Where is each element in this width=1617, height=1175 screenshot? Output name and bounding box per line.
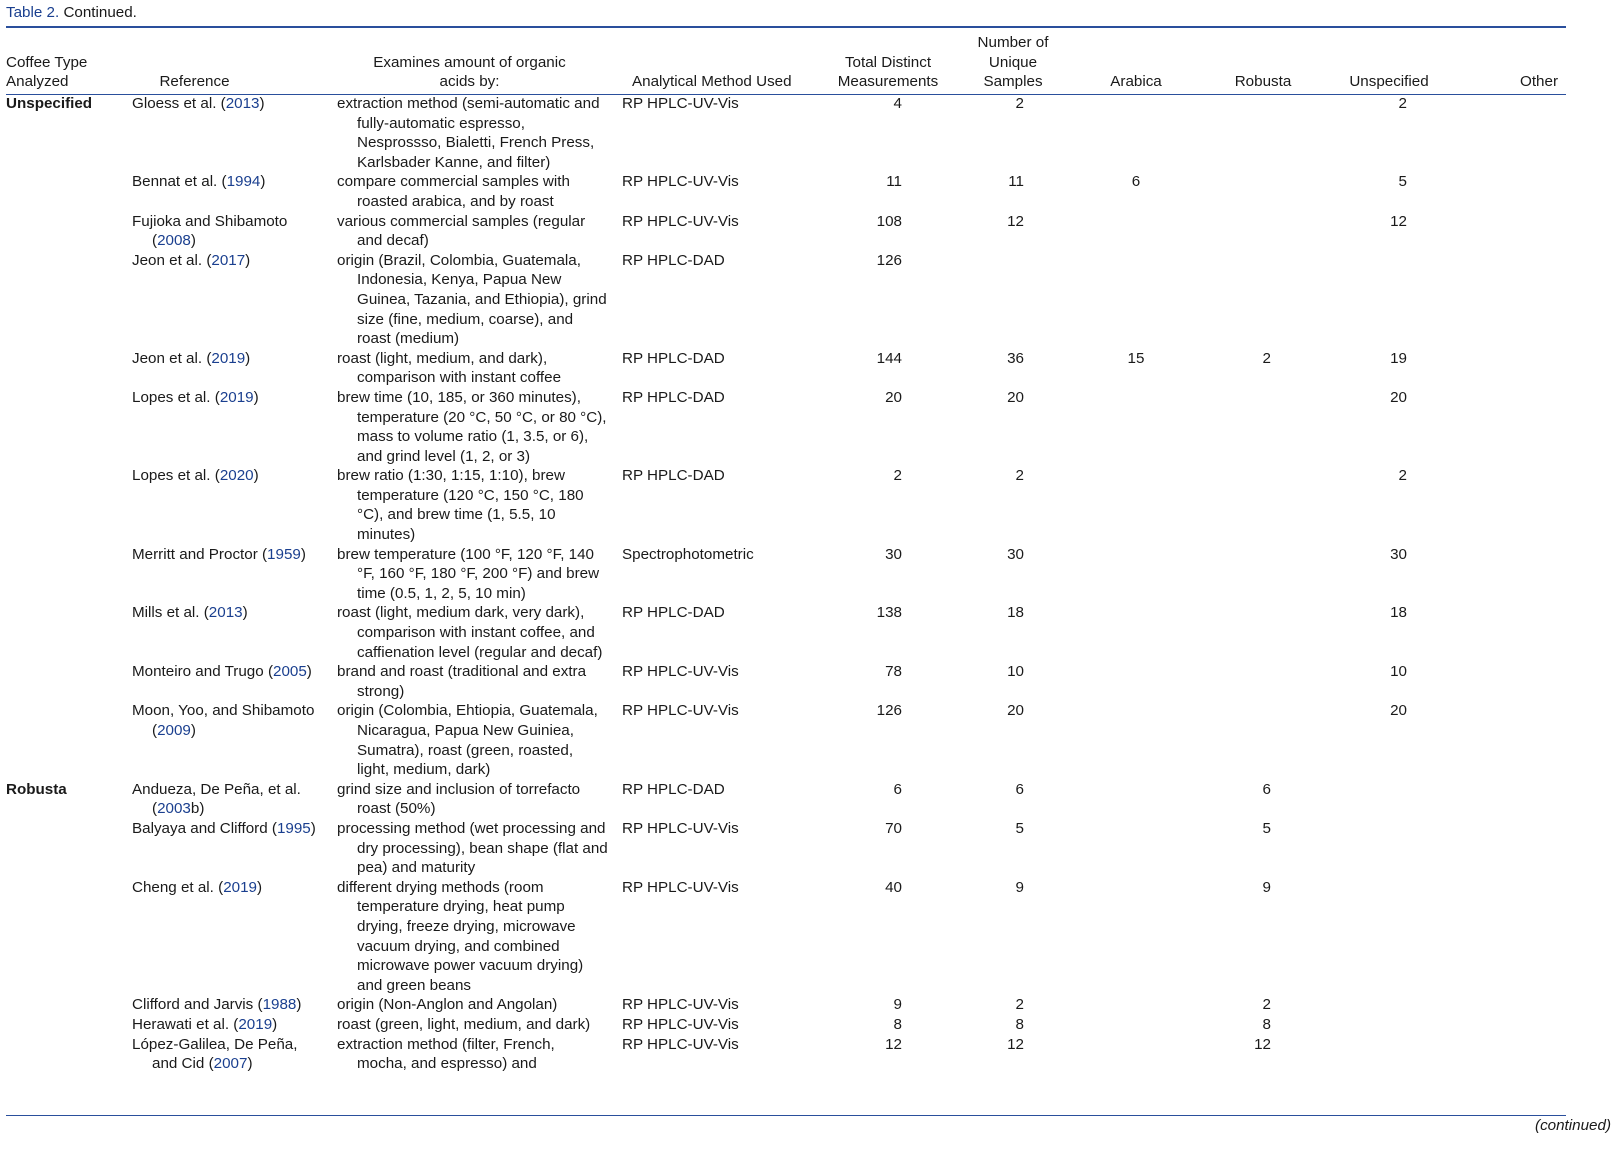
cell-arabica (1072, 545, 1200, 604)
table-row (6, 701, 1566, 779)
cell-unspecified (1326, 995, 1452, 1015)
cell-other (1452, 388, 1566, 466)
reference-authors: Monteiro and Trugo (132, 663, 264, 681)
reference-authors: Andueza, De Peña, et al. (132, 780, 301, 798)
table-row (6, 212, 1566, 251)
reference-year-link[interactable]: 2005 (273, 663, 307, 681)
cell-robusta: 12 (1254, 1035, 1271, 1053)
cell-unique: 2 (1015, 95, 1024, 112)
header-unspecified: Unspecified (1349, 73, 1429, 91)
cell-coffee-type (6, 662, 132, 701)
cell-unique: 12 (1007, 212, 1024, 230)
cell-examines: origin (Non-Anglon and Angolan) (337, 996, 558, 1014)
table-row (6, 251, 1566, 349)
cell-examines: various commercial samples (regular and decaf) (337, 212, 586, 250)
caption-text: Continued. (63, 4, 137, 21)
cell-total: 4 (893, 95, 902, 112)
cell-coffee-type (6, 388, 132, 466)
reference-authors: Fujioka and Shibamoto (132, 212, 288, 230)
cell-total: 40 (885, 878, 902, 896)
cell-reference: López-Galilea, De Peña, and Cid (2007) (132, 1035, 298, 1073)
cell-total: 30 (885, 545, 902, 563)
cell-unspecified: 20 (1390, 388, 1407, 406)
cell-unspecified: 30 (1390, 545, 1407, 563)
reference-authors: Jeon et al. (132, 251, 203, 269)
reference-year-link[interactable]: 2009 (157, 722, 191, 739)
reference-authors: Merritt and Proctor (132, 545, 258, 563)
cell-reference: Merritt and Proctor (1959) (132, 545, 306, 563)
cell-reference: Herawati et al. (2019) (132, 1015, 278, 1033)
cell-other (1452, 349, 1566, 388)
cell-robusta (1200, 251, 1326, 349)
caption-label: Table 2. (6, 4, 60, 21)
table-row (6, 1015, 1566, 1035)
cell-total: 126 (876, 702, 902, 720)
header-unique: Number of Unique Samples (977, 34, 1049, 91)
cell-examines: compare commercial samples with roasted arabica, and by roast (337, 173, 570, 210)
cell-examines: brew temperature (100 °F, 120 °F, 140 °F, 160 °F, 180 °F, 200 °F) and brew time (0.5, 1, 2, 5, 10 min) (337, 545, 600, 602)
cell-coffee-type (6, 545, 132, 604)
cell-method: RP HPLC-UV-Vis (622, 173, 739, 191)
cell-robusta: 8 (1262, 1015, 1271, 1033)
table-row (6, 172, 1566, 211)
table-body (6, 94, 1566, 1074)
reference-year-link[interactable]: 2017 (211, 251, 246, 269)
cell-arabica (1072, 995, 1200, 1015)
cell-method: RP HPLC-UV-Vis (622, 663, 739, 681)
cell-method: RP HPLC-UV-Vis (622, 212, 739, 230)
table-row (6, 349, 1566, 388)
cell-other (1452, 701, 1566, 779)
cell-other (1452, 94, 1566, 172)
cell-unique: 12 (1007, 1035, 1024, 1053)
cell-other (1452, 878, 1566, 996)
cell-unspecified (1326, 1035, 1452, 1074)
cell-other (1452, 780, 1566, 819)
cell-reference: Clifford and Jarvis (1988) (132, 996, 302, 1014)
bottom-rule (6, 1115, 1566, 1116)
cell-method: RP HPLC-DAD (622, 780, 725, 798)
cell-examines: brand and roast (traditional and extra strong) (337, 663, 587, 700)
cell-robusta: 9 (1262, 878, 1271, 896)
cell-arabica (1072, 251, 1200, 349)
reference-authors: Gloess et al. (132, 95, 217, 112)
reference-authors: Mills et al. (132, 604, 200, 622)
cell-reference: Lopes et al. (2020) (132, 467, 259, 485)
cell-examines: origin (Brazil, Colombia, Guatemala, Indonesia, Kenya, Papua New Guinea, Tazania, and Ethiopia), grind size (fine, medium, coarse), and roast (medium) (337, 251, 607, 348)
reference-authors: Balyaya and Clifford (132, 819, 268, 837)
reference-year-link[interactable]: 1988 (262, 996, 297, 1014)
cell-unique: 36 (1007, 349, 1024, 367)
cell-unspecified: 19 (1390, 349, 1407, 367)
reference-authors: Herawati et al. (132, 1015, 230, 1033)
table-row (6, 545, 1566, 604)
cell-unspecified: 10 (1390, 663, 1407, 681)
table-row (6, 819, 1566, 878)
cell-reference: Mills et al. (2013) (132, 604, 248, 622)
cell-total: 138 (876, 604, 902, 622)
cell-total: 9 (893, 996, 902, 1014)
cell-total: 78 (885, 663, 902, 681)
cell-unspecified: 18 (1390, 604, 1407, 622)
table-row (6, 995, 1566, 1015)
cell-unspecified: 5 (1398, 173, 1407, 191)
cell-examines: brew ratio (1:30, 1:15, 1:10), brew temperature (120 °C, 150 °C, 180 °C), and brew time (1, 5.5, 10 minutes) (337, 467, 584, 544)
header-method: Analytical Method Used (632, 73, 792, 91)
cell-reference: Fujioka and Shibamoto (2008) (132, 212, 288, 250)
cell-examines: origin (Colombia, Ehtiopia, Guatemala, Nicaragua, Papua New Guiniea, Sumatra), roast (green, roasted, light, medium, dark) (337, 702, 598, 779)
table-row (6, 388, 1566, 466)
header-other: Other (1520, 73, 1558, 91)
header-reference: Reference (159, 73, 230, 91)
cell-coffee-type: Unspecified (6, 95, 93, 112)
cell-unique: 6 (1015, 780, 1024, 798)
cell-unique: 30 (1007, 545, 1024, 563)
cell-robusta (1200, 466, 1326, 544)
reference-year-link[interactable]: 2008 (157, 232, 191, 250)
cell-coffee-type (6, 819, 132, 878)
cell-method: RP HPLC-DAD (622, 251, 725, 269)
cell-total: 11 (886, 173, 902, 191)
cell-method: RP HPLC-DAD (622, 349, 725, 367)
cell-reference: Monteiro and Trugo (2005) (132, 663, 312, 681)
cell-method: RP HPLC-UV-Vis (622, 878, 739, 896)
cell-method: RP HPLC-UV-Vis (622, 1035, 739, 1053)
cell-examines: roast (light, medium, and dark), comparison with instant coffee (337, 349, 562, 387)
cell-total: 144 (876, 349, 902, 367)
table-row (6, 603, 1566, 662)
cell-other (1452, 1015, 1566, 1035)
cell-total: 2 (893, 467, 902, 485)
cell-arabica: 15 (1127, 349, 1145, 367)
cell-coffee-type (6, 1035, 132, 1074)
cell-arabica: 6 (1131, 173, 1141, 191)
cell-total: 20 (885, 388, 902, 406)
cell-arabica (1072, 466, 1200, 544)
continued-note: (continued) (1535, 1117, 1611, 1134)
cell-unspecified (1326, 251, 1452, 349)
cell-unique: 18 (1007, 604, 1024, 622)
reference-year-link[interactable]: 1995 (276, 819, 311, 837)
cell-robusta: 6 (1262, 780, 1271, 798)
cell-coffee-type: Robusta (6, 780, 67, 798)
reference-year-link[interactable]: 2003 (157, 800, 191, 818)
cell-method: RP HPLC-UV-Vis (622, 702, 739, 720)
reference-year-link[interactable]: 2013 (208, 604, 243, 622)
cell-reference: Cheng et al. (2019) (132, 878, 263, 896)
cell-other (1452, 662, 1566, 701)
reference-authors: Jeon et al. (132, 349, 203, 367)
cell-coffee-type (6, 878, 132, 996)
cell-coffee-type (6, 172, 132, 211)
cell-other (1452, 1035, 1566, 1074)
cell-method: RP HPLC-UV-Vis (622, 819, 739, 837)
cell-unique: 2 (1015, 467, 1024, 485)
header-arabica: Arabica (1110, 73, 1162, 91)
cell-reference: Jeon et al. (2019) (132, 349, 251, 367)
header-examines: Examines amount of organic acids by: (373, 53, 566, 91)
reference-year-link[interactable]: 2019 (219, 388, 254, 406)
cell-coffee-type (6, 466, 132, 544)
cell-robusta: 2 (1262, 349, 1271, 367)
cell-robusta (1200, 172, 1326, 211)
table-row (6, 466, 1566, 544)
cell-unique: 11 (1008, 173, 1024, 191)
cell-unspecified (1326, 819, 1452, 878)
cell-reference: Moon, Yoo, and Shibamoto (2009) (132, 702, 315, 739)
reference-authors: Cheng et al. (132, 878, 214, 896)
cell-unique: 20 (1007, 388, 1024, 406)
cell-coffee-type (6, 251, 132, 349)
table-row (6, 662, 1566, 701)
cell-method: RP HPLC-DAD (622, 604, 725, 622)
data-table (6, 28, 1566, 1074)
cell-other (1452, 545, 1566, 604)
cell-robusta (1200, 545, 1326, 604)
cell-examines: extraction method (filter, French, mocha, and espresso) and (337, 1035, 555, 1073)
cell-coffee-type (6, 1015, 132, 1035)
cell-unique: 2 (1015, 996, 1024, 1014)
cell-method: RP HPLC-UV-Vis (622, 95, 739, 112)
cell-arabica (1072, 819, 1200, 878)
reference-year-link[interactable]: 2019 (223, 878, 257, 896)
reference-year-link[interactable]: 1959 (267, 545, 301, 563)
cell-total: 8 (893, 1015, 902, 1033)
cell-method: RP HPLC-UV-Vis (622, 996, 739, 1014)
cell-unspecified: 2 (1398, 95, 1407, 112)
cell-robusta (1200, 662, 1326, 701)
cell-arabica (1072, 212, 1200, 251)
cell-arabica (1072, 878, 1200, 996)
cell-reference: Andueza, De Peña, et al. (2003b) (132, 780, 301, 818)
reference-year-link[interactable]: 2020 (219, 467, 254, 485)
cell-unique: 5 (1015, 819, 1024, 837)
reference-authors: Lopes et al. (132, 388, 211, 406)
cell-robusta (1200, 603, 1326, 662)
cell-reference: Lopes et al. (2019) (132, 388, 259, 406)
cell-other (1452, 995, 1566, 1015)
reference-authors: Bennat et al. (132, 173, 218, 191)
reference-authors: López-Galilea, De Peña, and Cid (132, 1035, 298, 1073)
cell-unspecified: 2 (1398, 467, 1407, 485)
cell-unspecified (1326, 780, 1452, 819)
cell-unique: 20 (1007, 702, 1024, 720)
cell-arabica (1072, 1035, 1200, 1074)
reference-authors: Moon, Yoo, and Shibamoto (132, 702, 315, 720)
cell-examines: roast (light, medium dark, very dark), comparison with instant coffee, and caffienation level (regular and decaf) (337, 604, 603, 661)
cell-method: RP HPLC-DAD (622, 467, 725, 485)
reference-year-link[interactable]: 1994 (226, 173, 261, 191)
header-row (6, 28, 1566, 94)
cell-other (1452, 251, 1566, 349)
table-caption (6, 4, 137, 21)
cell-unique: 10 (1007, 663, 1024, 681)
cell-unspecified: 20 (1390, 702, 1407, 720)
cell-total: 12 (885, 1035, 902, 1053)
header-total: Total Distinct Measurements (837, 53, 939, 91)
reference-year-link[interactable]: 2019 (238, 1015, 273, 1033)
cell-unspecified (1326, 878, 1452, 996)
cell-coffee-type (6, 349, 132, 388)
cell-examines: different drying methods (room temperature drying, heat pump drying, freeze drying, microwave vacuum drying, and combined microwave power vacuum drying) and green beans (337, 878, 584, 994)
reference-authors: Lopes et al. (132, 467, 211, 485)
cell-robusta (1200, 94, 1326, 172)
cell-examines: roast (green, light, medium, and dark) (337, 1015, 591, 1033)
cell-robusta (1200, 212, 1326, 251)
cell-reference: Bennat et al. (1994) (132, 173, 266, 191)
reference-year-suffix: b (190, 800, 200, 818)
cell-coffee-type (6, 701, 132, 779)
cell-other (1452, 172, 1566, 211)
cell-coffee-type (6, 212, 132, 251)
cell-reference: Gloess et al. (2013) (132, 95, 265, 112)
cell-robusta (1200, 701, 1326, 779)
cell-arabica (1072, 662, 1200, 701)
reference-year-link[interactable]: 2007 (213, 1055, 248, 1073)
reference-year-link[interactable]: 2013 (225, 95, 260, 112)
cell-unique: 8 (1015, 1015, 1024, 1033)
cell-unspecified: 12 (1390, 212, 1407, 230)
cell-arabica (1072, 388, 1200, 466)
cell-total: 6 (893, 780, 902, 798)
cell-examines: grind size and inclusion of torrefacto roast (50%) (337, 780, 581, 818)
cell-examines: extraction method (semi-automatic and fully-automatic espresso, Nesprossso, Bialetti, French Press, Karlsbader Kanne, and filter) (337, 95, 600, 171)
cell-other (1452, 603, 1566, 662)
cell-coffee-type (6, 995, 132, 1015)
cell-robusta: 2 (1262, 996, 1271, 1014)
cell-other (1452, 466, 1566, 544)
cell-examines: processing method (wet processing and dry processing), bean shape (flat and pea) and maturity (337, 819, 608, 877)
cell-unspecified (1326, 1015, 1452, 1035)
cell-total: 126 (876, 251, 902, 269)
table-row (6, 94, 1566, 172)
reference-authors: Clifford and Jarvis (132, 996, 254, 1014)
cell-coffee-type (6, 603, 132, 662)
cell-method: Spectrophotometric (622, 545, 754, 563)
cell-reference: Jeon et al. (2017) (132, 251, 251, 269)
cell-method: RP HPLC-UV-Vis (622, 1015, 739, 1033)
cell-arabica (1072, 1015, 1200, 1035)
cell-total: 108 (876, 212, 902, 230)
table-row (6, 1035, 1566, 1074)
cell-total: 70 (885, 819, 902, 837)
cell-unique: 9 (1015, 878, 1024, 896)
table-row (6, 878, 1566, 996)
cell-arabica (1072, 701, 1200, 779)
cell-method: RP HPLC-DAD (622, 388, 725, 406)
cell-other (1452, 212, 1566, 251)
table-row (6, 780, 1566, 819)
cell-examines: brew time (10, 185, or 360 minutes), temperature (20 °C, 50 °C, or 80 °C), mass to volume ratio (1, 3.5, or 6), and grind level (1, 2, or 3) (337, 388, 607, 465)
reference-year-link[interactable]: 2019 (211, 349, 246, 367)
cell-arabica (1072, 780, 1200, 819)
cell-unique (954, 251, 1072, 349)
cell-robusta (1200, 388, 1326, 466)
cell-reference: Balyaya and Clifford (1995) (132, 819, 316, 837)
cell-arabica (1072, 603, 1200, 662)
header-robusta: Robusta (1234, 73, 1292, 91)
header-type: Coffee Type Analyzed (6, 53, 88, 91)
cell-robusta: 5 (1262, 819, 1271, 837)
cell-arabica (1072, 94, 1200, 172)
cell-other (1452, 819, 1566, 878)
